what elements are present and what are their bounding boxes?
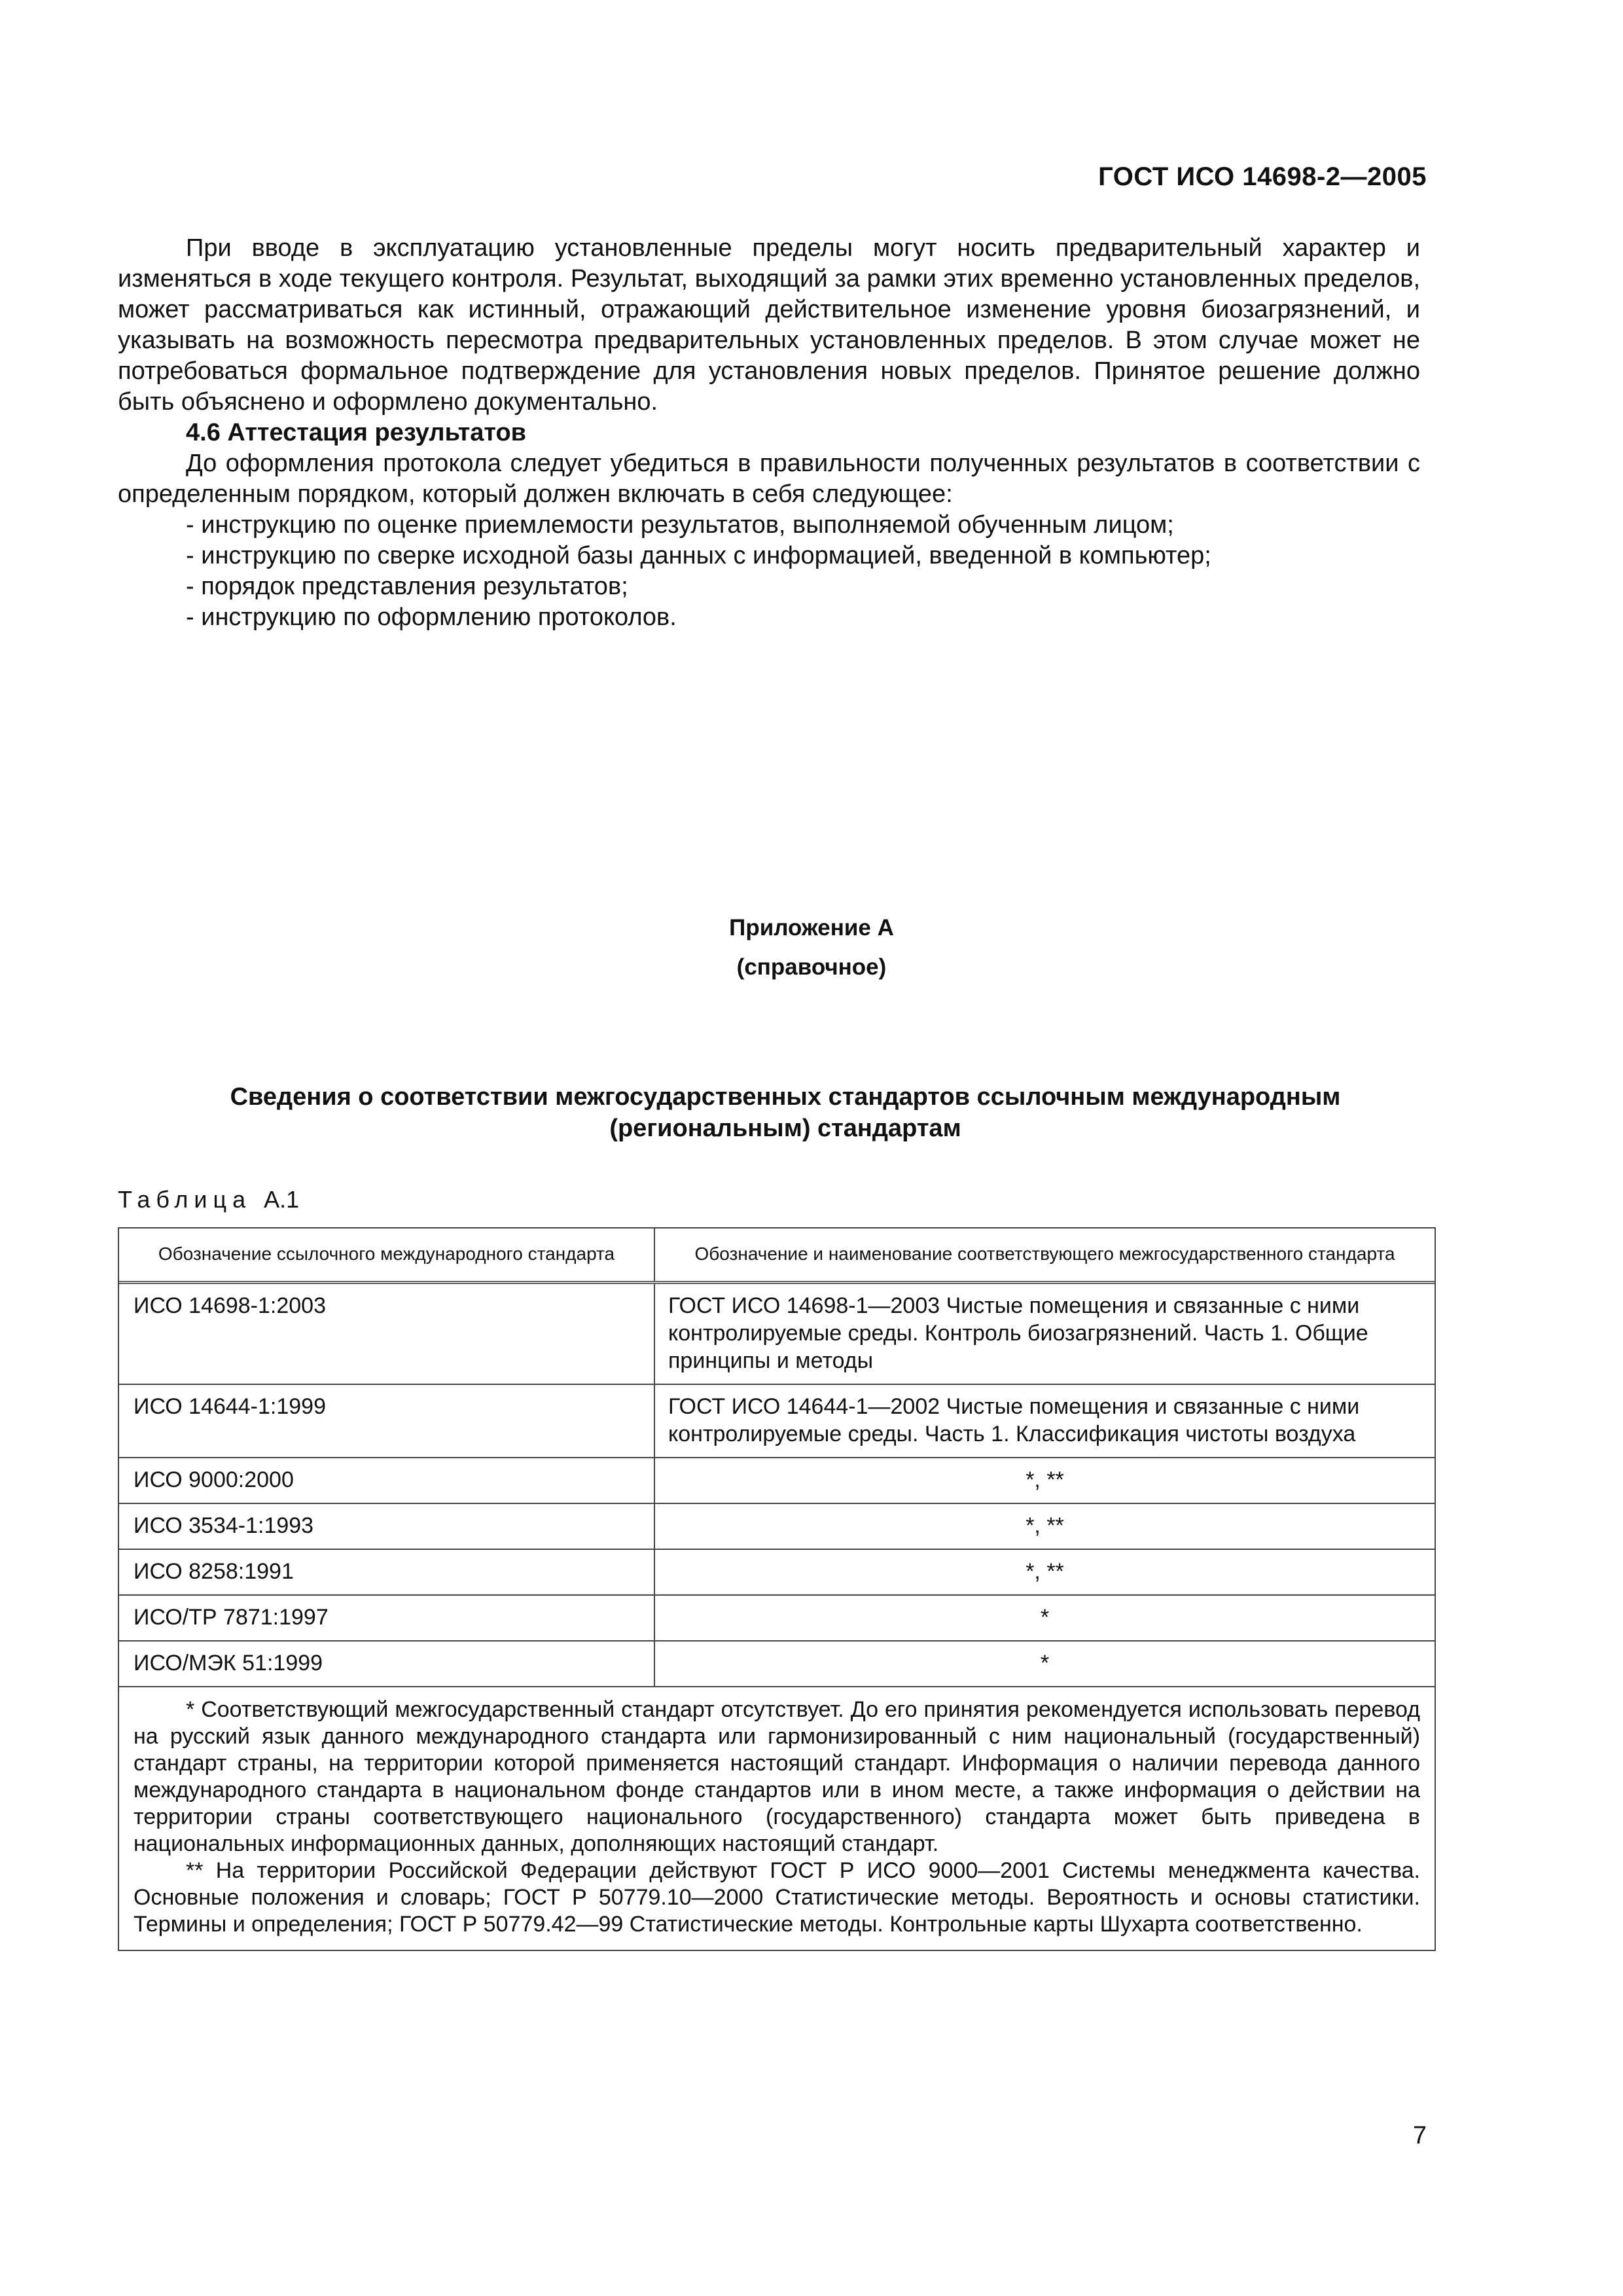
national-standard-cell: * bbox=[654, 1595, 1435, 1641]
footnote-double-asterisk: ** На территории Российской Федерации действуют ГОСТ Р ИСО 9000—2001 Системы менеджмента качества. Основные положения и словарь; ГОСТ Р 50779.10—2000 Статистические методы. Вероятность и основы статистики. Термины и определения; ГОСТ Р 50779.42—99 Статистические методы. Контрольные карты Шухарта соответственно. bbox=[134, 1858, 1420, 1937]
reference-standard-cell: ИСО 9000:2000 bbox=[119, 1458, 654, 1503]
annex-heading-line: Сведения о соответствии межгосударственных стандартов ссылочным международным bbox=[230, 1083, 1341, 1111]
national-standard-cell: ГОСТ ИСО 14644-1—2002 Чистые помещения и связанные с ними контролируемые среды. Часть 1. Классификация чистоты воздуха bbox=[654, 1384, 1435, 1458]
column-header-reference: Обозначение ссылочного международного стандарта bbox=[119, 1229, 654, 1283]
table-row bbox=[119, 1641, 1435, 1686]
document-code-header: ГОСТ ИСО 14698-2—2005 bbox=[1098, 162, 1427, 191]
national-standard-cell: *, ** bbox=[654, 1458, 1435, 1503]
page-number: 7 bbox=[1412, 2122, 1427, 2149]
paragraph-protocol: До оформления протокола следует убедиться в правильности полученных результатов в соответствии с определенным порядком, который должен включать в себя следующее: bbox=[118, 450, 1420, 508]
table-caption-label: Таблица bbox=[118, 1186, 252, 1213]
table-row bbox=[119, 1595, 1435, 1641]
table-header-row bbox=[119, 1229, 1435, 1283]
footnote-single-asterisk: * Соответствующий межгосударственный стандарт отсутствует. До его принятия рекомендуется использовать перевод на русский язык данного международного стандарта или гармонизированный с ним национальный (государственный) стандарт страны, на территории которой применяется настоящий стандарт. Информация о наличии перевода данного международного стандарта в национальном фонде стандартов или в ином месте, а также информация о действии на территории страны соответствующего национального (государственного) стандарта может быть приведена в национальных информационных данных, дополняющих настоящий стандарт. bbox=[134, 1697, 1420, 1856]
column-header-national: Обозначение и наименование соответствующего межгосударственного стандарта bbox=[654, 1229, 1435, 1283]
list-item: - порядок представления результатов; bbox=[186, 573, 628, 600]
table-caption-number: А.1 bbox=[264, 1186, 300, 1213]
list-item: - инструкцию по сверке исходной базы данных с информацией, введенной в компьютер; bbox=[186, 542, 1211, 569]
reference-standard-cell: ИСО/ТР 7871:1997 bbox=[119, 1595, 654, 1641]
table-row bbox=[119, 1384, 1435, 1458]
paragraph-limits: При вводе в эксплуатацию установленные пределы могут носить предварительный характер и изменяться в ходе текущего контроля. Результат, выходящий за рамки этих временно установленных пределов, может рассматриваться как истинный, отражающий действительное изменение уровня биозагрязнений, и указывать на возможность пересмотра предварительных установленных пределов. В этом случае может не потребоваться формальное подтверждение для установления новых пределов. Принятое решение должно быть объяснено и оформлено документально. bbox=[118, 234, 1420, 416]
section-heading-4-6: 4.6 Аттестация результатов bbox=[186, 419, 527, 446]
standards-table bbox=[118, 1227, 1436, 1951]
table-row bbox=[119, 1549, 1435, 1595]
annex-title: Приложение А bbox=[729, 915, 894, 941]
national-standard-cell: * bbox=[654, 1641, 1435, 1686]
national-standard-cell: ГОСТ ИСО 14698-1—2003 Чистые помещения и связанные с ними контролируемые среды. Контроль биозагрязнений. Часть 1. Общие принципы и методы bbox=[668, 1293, 1368, 1373]
reference-standard-cell: ИСО 14644-1:1999 bbox=[119, 1384, 654, 1458]
annex-heading-line: (региональным) стандартам bbox=[609, 1115, 961, 1142]
standards-table-grid bbox=[119, 1229, 1435, 1686]
national-standard-cell: *, ** bbox=[654, 1503, 1435, 1549]
annex-subtitle: (справочное) bbox=[736, 954, 887, 980]
table-caption bbox=[118, 1186, 299, 1213]
table-row bbox=[119, 1503, 1435, 1549]
table-row bbox=[119, 1283, 1435, 1385]
reference-standard-cell: ИСО 3534-1:1993 bbox=[119, 1503, 654, 1549]
reference-standard-cell: ИСО 14698-1:2003 bbox=[119, 1283, 654, 1385]
table-footnotes bbox=[119, 1686, 1435, 1950]
national-standard-cell: *, ** bbox=[654, 1549, 1435, 1595]
body-text bbox=[118, 233, 1420, 633]
list-item: - инструкцию по оценке приемлемости результатов, выполняемой обученным лицом; bbox=[186, 511, 1174, 539]
reference-standard-cell: ИСО/МЭК 51:1999 bbox=[119, 1641, 654, 1686]
annex-heading bbox=[170, 1081, 1400, 1144]
table-row bbox=[119, 1458, 1435, 1503]
requirements-list bbox=[118, 510, 1420, 633]
list-item: - инструкцию по оформлению протоколов. bbox=[186, 603, 677, 631]
reference-standard-cell: ИСО 8258:1991 bbox=[119, 1549, 654, 1595]
